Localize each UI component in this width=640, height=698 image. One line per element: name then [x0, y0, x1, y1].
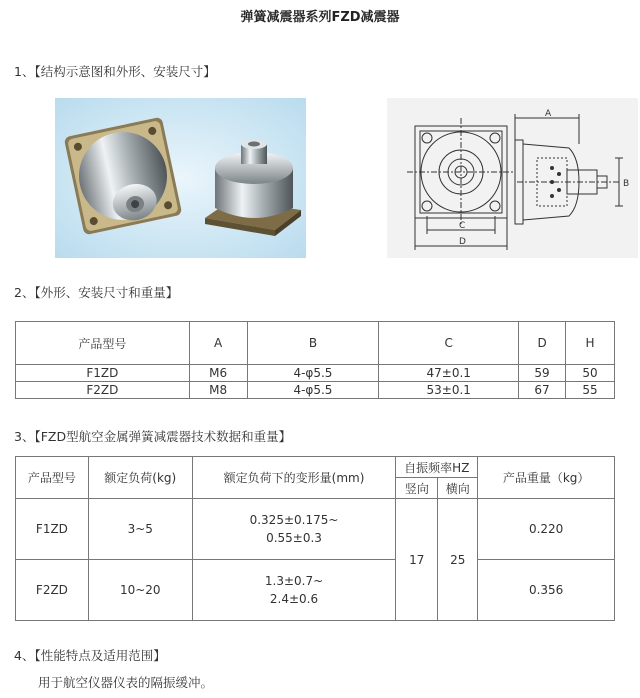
dimension-label-a: A — [545, 109, 552, 119]
table-header-cell: 自振频率HZ — [396, 457, 478, 478]
product-photo — [55, 98, 306, 258]
table-cell: F1ZD — [16, 365, 190, 382]
table-cell: 53±0.1 — [379, 382, 519, 399]
table-header-cell: 产品型号 — [16, 457, 89, 499]
table-cell: 55 — [566, 382, 615, 399]
table-cell: 0.220 — [478, 499, 615, 560]
deformation-line: 0.325±0.175~ — [249, 513, 339, 527]
table-cell: 47±0.1 — [379, 365, 519, 382]
table-header-cell: D — [519, 322, 566, 365]
dimension-label-d: D — [459, 237, 466, 247]
table-header-cell: 额定负荷(kg) — [88, 457, 192, 499]
table-header-cell: 产品重量（kg） — [478, 457, 615, 499]
table-header-cell: A — [189, 322, 247, 365]
section-heading-features: 4、【性能特点及适用范围】 — [14, 648, 166, 663]
table-cell: 4-φ5.5 — [247, 382, 379, 399]
section-heading-technical-data: 3、【FZD型航空金属弹簧减震器技术数据和重量】 — [14, 429, 292, 444]
table-row — [16, 365, 615, 382]
dimension-label-b: B — [623, 179, 630, 189]
table-cell: 10~20 — [88, 560, 192, 621]
table-cell: 3~5 — [88, 499, 192, 560]
table-cell: 25 — [438, 499, 478, 621]
table-cell: 50 — [566, 365, 615, 382]
table-header-cell: 竖向 — [396, 478, 438, 499]
table-header-cell: 产品型号 — [16, 322, 190, 365]
table-header-cell: C — [379, 322, 519, 365]
table-row — [16, 382, 615, 399]
table-cell: F2ZD — [16, 382, 190, 399]
table-cell: 67 — [519, 382, 566, 399]
technical-drawing — [387, 98, 638, 258]
table-header-cell: B — [247, 322, 379, 365]
section-heading-dimensions: 2、【外形、安装尺寸和重量】 — [14, 285, 179, 300]
dimension-label-c: C — [459, 221, 466, 231]
table-cell: M8 — [189, 382, 247, 399]
table-header-cell: H — [566, 322, 615, 365]
table-header-cell: 横向 — [438, 478, 478, 499]
page-title: 弹簧减震器系列FZD减震器 — [240, 10, 400, 25]
table-cell — [192, 560, 396, 621]
table-cell: F1ZD — [16, 499, 89, 560]
table-row — [16, 560, 615, 621]
table-cell: 17 — [396, 499, 438, 621]
table-cell: 4-φ5.5 — [247, 365, 379, 382]
deformation-line: 0.55±0.3 — [266, 531, 322, 545]
table-header-cell: 额定负荷下的变形量(mm) — [192, 457, 396, 499]
table-header-row — [16, 457, 615, 478]
dimensions-table — [15, 321, 615, 399]
technical-data-table — [15, 456, 615, 621]
table-cell: M6 — [189, 365, 247, 382]
table-cell: 0.356 — [478, 560, 615, 621]
deformation-line: 1.3±0.7~ — [264, 574, 324, 588]
dimension-drawing-icon — [387, 98, 638, 258]
table-header-row — [16, 322, 615, 365]
shock-absorber-photo-icon — [55, 98, 306, 258]
table-row — [16, 499, 615, 560]
table-cell — [192, 499, 396, 560]
table-cell: F2ZD — [16, 560, 89, 621]
table-cell: 59 — [519, 365, 566, 382]
section-heading-structure: 1、【结构示意图和外形、安装尺寸】 — [14, 64, 216, 79]
usage-text: 用于航空仪器仪表的隔振缓冲。 — [38, 675, 214, 690]
deformation-line: 2.4±0.6 — [269, 592, 319, 606]
